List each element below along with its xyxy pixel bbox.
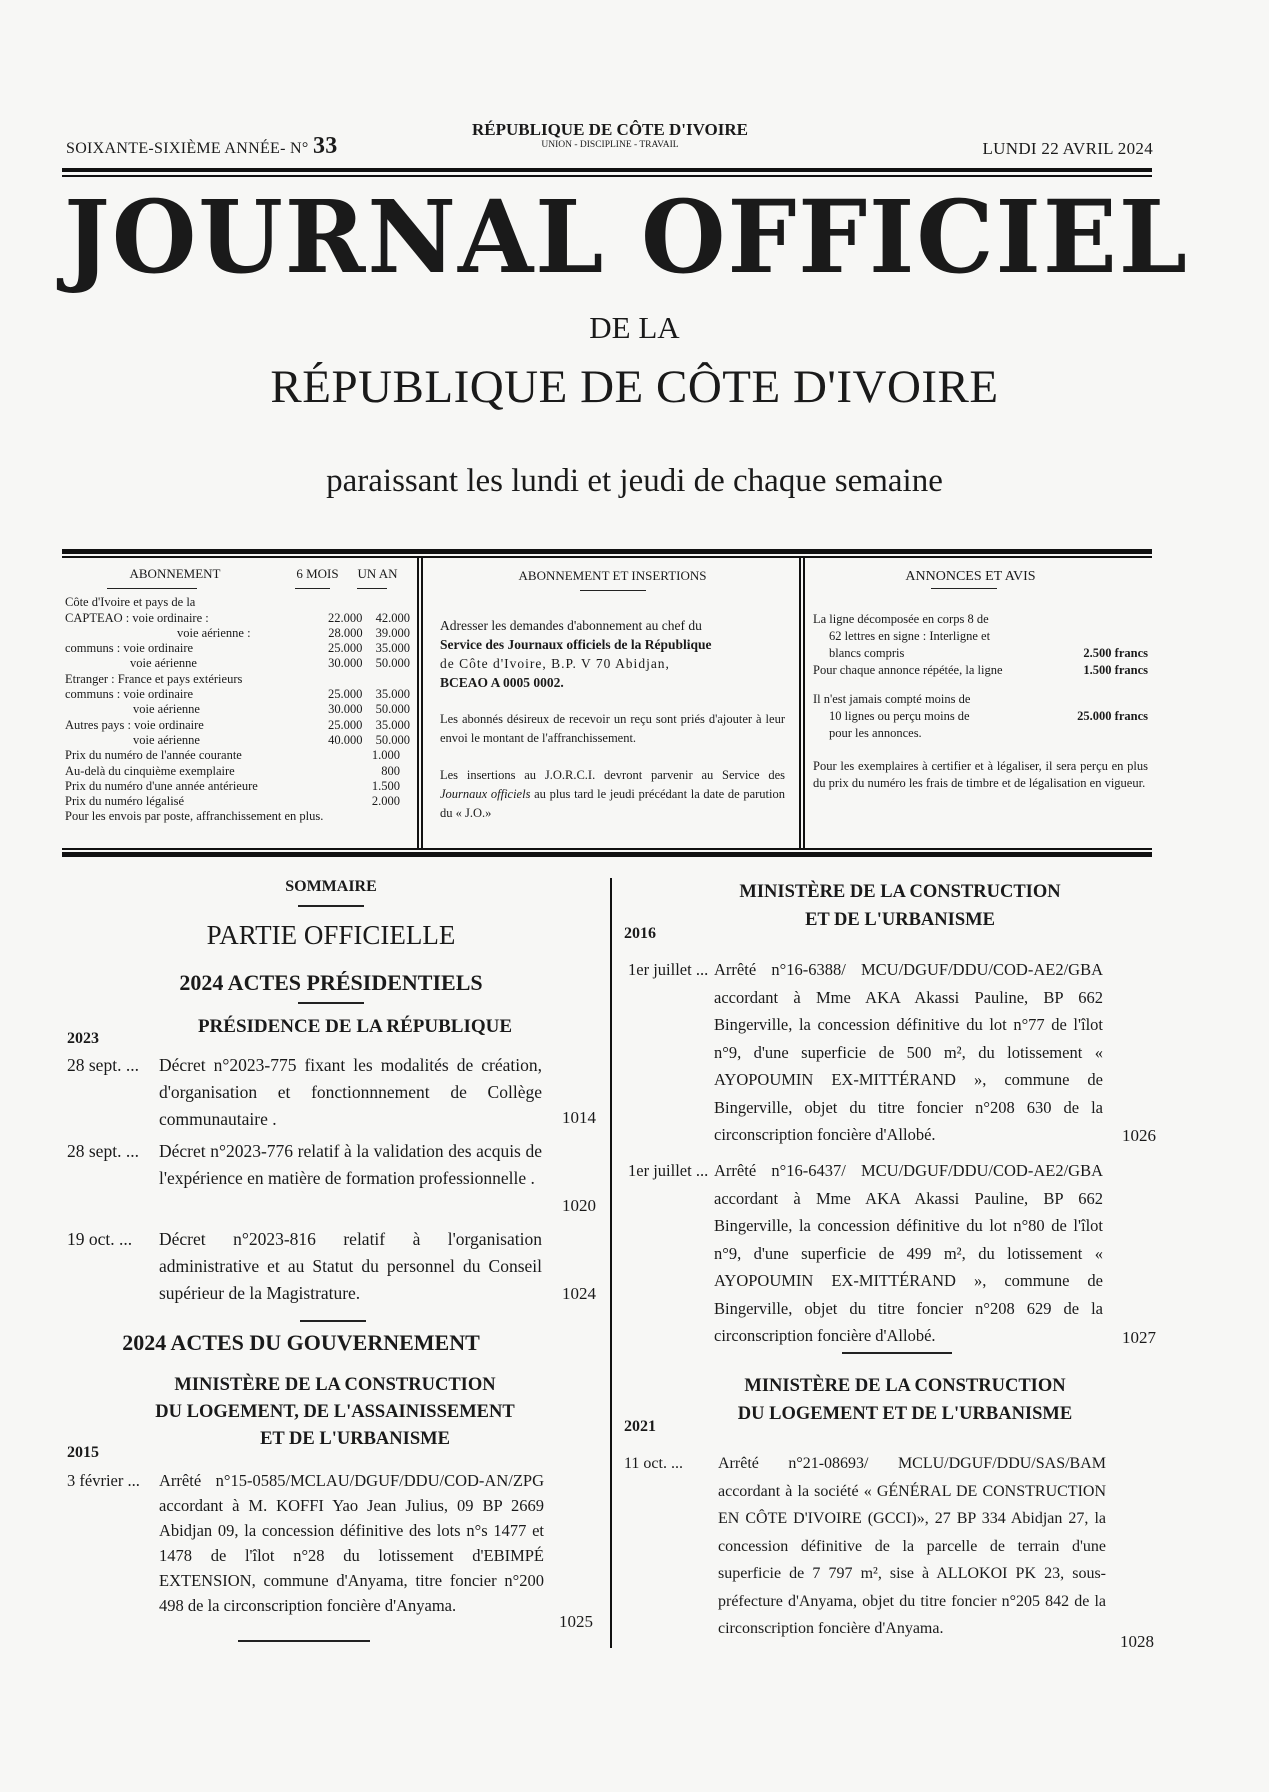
presidence: PRÉSIDENCE DE LA RÉPUBLIQUE bbox=[197, 1016, 513, 1037]
sommaire-head: SOMMAIRE bbox=[285, 878, 377, 895]
annonces-l3: blancs compris bbox=[829, 646, 905, 660]
ministere-1-c: ET DE L'URBANISME bbox=[260, 1429, 450, 1449]
prix-value: 1.000 bbox=[371, 748, 400, 763]
year-2021: 2021 bbox=[624, 1418, 656, 1435]
prix-label: Au-delà du cinquième exemplaire bbox=[65, 763, 235, 778]
entry-arrete-2021 bbox=[624, 1450, 1106, 1643]
abonnement-row-6mois: 25.000 bbox=[328, 641, 363, 656]
insertions-p3 bbox=[440, 766, 785, 823]
prix-label: Prix du numéro d'une année antérieure bbox=[65, 778, 258, 793]
annonces-l2: 62 lettres en signe : Interligne et bbox=[829, 629, 991, 643]
prix-row bbox=[65, 794, 400, 809]
annonces-l4: Pour chaque annonce répétée, la ligne bbox=[813, 663, 1003, 677]
issue-line bbox=[66, 133, 338, 160]
abonnement-row-label: voie aérienne bbox=[133, 732, 200, 747]
entry-date: 28 sept. ... bbox=[67, 1055, 139, 1075]
masthead-rule-thin bbox=[62, 175, 1152, 177]
prix-row bbox=[65, 764, 400, 779]
abonnement-row-unan: 42.000 bbox=[375, 610, 410, 625]
entry-date: 1er juillet ... bbox=[628, 960, 709, 979]
entry-date: 1er juillet ... bbox=[628, 1161, 709, 1180]
section-divider bbox=[842, 1352, 952, 1354]
abonnement-row-unan: 35.000 bbox=[375, 717, 410, 732]
abonnement-row-unan: 50.000 bbox=[375, 656, 410, 671]
ministere-2 bbox=[700, 878, 1100, 934]
entry-arrete-6388 bbox=[628, 956, 1103, 1149]
abonnement-row-6mois: 22.000 bbox=[328, 610, 363, 625]
page-number: 1020 bbox=[562, 1196, 596, 1215]
section-divider bbox=[300, 1320, 366, 1322]
column-divider bbox=[610, 878, 612, 1648]
entry-decret-816 bbox=[67, 1226, 542, 1307]
subtitle-de-la: DE LA bbox=[589, 310, 680, 345]
abonnement-prix bbox=[65, 748, 410, 809]
entry-text: Arrêté n°16-6388/ MCU/DGUF/DDU/COD-AE2/GBA accordant à Mme AKA Akassi Pauline, BP 662 Bingerville, la concession définitive du lot n°77 de l'îlot n°9, d'une superficie de 500 m², du lotissement « AYOPOUMIN EX-MITTÉRAND », commune de Bingerville, objet du titre foncier n°208 630 de la circonscription foncière d'Allobé. bbox=[714, 960, 1103, 1144]
year-2023: 2023 bbox=[67, 1030, 99, 1047]
head-underline bbox=[931, 588, 997, 589]
insertions-p1c: de Côte d'Ivoire, B.P. V 70 Abidjan, bbox=[440, 656, 670, 671]
insertions-p2: Les abonnés désireux de recevoir un reçu sont priés d'ajouter à leur envoi le montant de l'affranchissement. bbox=[440, 712, 785, 745]
abonnement-row-unan: 50.000 bbox=[375, 702, 410, 717]
ministere-3-b: DU LOGEMENT ET DE L'URBANISME bbox=[737, 1404, 1073, 1424]
republic-name: RÉPUBLIQUE DE CÔTE D'IVOIRE bbox=[472, 120, 748, 139]
abonnement-head: ABONNEMENT bbox=[129, 566, 221, 581]
abonnement-row bbox=[65, 733, 410, 748]
actes-gouvernement: 2024 ACTES DU GOUVERNEMENT bbox=[122, 1330, 480, 1355]
annonces-l7: pour les annonces. bbox=[829, 726, 922, 740]
abonnement-row bbox=[65, 718, 410, 733]
abonnement-row-label: Côte d'Ivoire et pays de la bbox=[65, 595, 196, 610]
entry-date: 19 oct. ... bbox=[67, 1229, 133, 1249]
insertions-p3em: Journaux officiels bbox=[440, 787, 531, 801]
annonces-head: ANNONCES ET AVIS bbox=[905, 569, 1036, 584]
abonnement-row-unan bbox=[362, 595, 410, 610]
issue-number: 33 bbox=[312, 133, 338, 159]
prix-value: 800 bbox=[381, 763, 400, 778]
abonnement-row-label: CAPTEAO : voie ordinaire : bbox=[65, 610, 209, 625]
abonnement-row bbox=[65, 702, 410, 717]
section-divider bbox=[238, 1640, 370, 1642]
issue-prefix: SOIXANTE-SIXIÈME ANNÉE- N° bbox=[66, 140, 309, 157]
head-underline bbox=[107, 588, 197, 589]
page-number: 1025 bbox=[559, 1612, 593, 1631]
abonnement-row bbox=[65, 626, 410, 641]
year-2015: 2015 bbox=[67, 1444, 99, 1461]
entry-text: Arrêté n°16-6437/ MCU/DGUF/DDU/COD-AE2/GBA accordant à Mme AKA Akassi Pauline, BP 662 Bingerville, la concession définitive du lot n°80 de l'îlot n°9, d'une superficie de 499 m², du lotissement « AYOPOUMIN EX-MITTÉRAND », commune de Bingerville, objet du titre foncier n°208 629 de la circonscription foncière d'Allobé. bbox=[714, 1161, 1103, 1345]
annonces-v6: 25.000 francs bbox=[1077, 709, 1148, 723]
abonnement-row-6mois bbox=[325, 595, 363, 610]
entry-text: Décret n°2023-775 fixant les modalités de création, d'organisation et fonctionnnement de Collège communautaire . bbox=[159, 1055, 542, 1129]
insertions-p3a: Les insertions au J.O.R.C.I. devront parvenir au Service des bbox=[440, 768, 785, 782]
insertions-head: ABONNEMENT ET INSERTIONS bbox=[518, 568, 707, 583]
head-underline bbox=[298, 905, 364, 907]
abonnement-row-6mois: 25.000 bbox=[328, 717, 363, 732]
abonnement-row-unan: 35.000 bbox=[375, 641, 410, 656]
tagline: paraissant les lundi et jeudi de chaque semaine bbox=[326, 463, 943, 499]
abonnement-row-unan: 50.000 bbox=[375, 732, 410, 747]
annonces-p: Pour les exemplaires à certifier et à légaliser, il sera perçu en plus du prix du numéro les frais de timbre et de légalisation en vigueur. bbox=[813, 759, 1148, 790]
abonnement-row-6mois bbox=[325, 672, 363, 687]
abonnement-row bbox=[65, 611, 410, 626]
head-underline bbox=[357, 588, 387, 589]
box-divider-2a bbox=[799, 557, 801, 848]
journal-title: JOURNAL OFFICIEL bbox=[64, 178, 1189, 296]
abonnement-row-6mois: 28.000 bbox=[328, 625, 363, 640]
insertions-p1b: Service des Journaux officiels de la République bbox=[440, 637, 712, 652]
insertions-panel bbox=[440, 566, 785, 823]
abonnement-row-6mois: 25.000 bbox=[328, 687, 363, 702]
abonnement-row-label: Etranger : France et pays extérieurs bbox=[65, 671, 243, 686]
entry-text: Décret n°2023-816 relatif à l'organisation administrative et au Statut du personnel du Conseil supérieur de la Magistrature. bbox=[159, 1229, 542, 1303]
abonnement-row-unan bbox=[362, 672, 410, 687]
ministere-2-b: ET DE L'URBANISME bbox=[805, 910, 995, 930]
entry-text: Décret n°2023-776 relatif à la validation des acquis de l'expérience en matière de formation professionnelle . bbox=[159, 1141, 542, 1188]
entry-arrete-2015 bbox=[67, 1468, 544, 1618]
abonnement-row-unan: 39.000 bbox=[375, 625, 410, 640]
annonces-l1: La ligne décomposée en corps 8 de bbox=[813, 612, 989, 626]
republic-motto: UNION - DISCIPLINE - TRAVAIL bbox=[541, 140, 679, 150]
ministere-1-b: DU LOGEMENT, DE L'ASSAINISSEMENT bbox=[155, 1402, 515, 1422]
abonnement-row-label: voie aérienne bbox=[133, 702, 200, 717]
page-number: 1028 bbox=[1120, 1632, 1154, 1651]
abonnement-row bbox=[65, 641, 410, 656]
box-rule-top bbox=[62, 549, 1152, 554]
abonnement-row-label: Autres pays : voie ordinaire bbox=[65, 717, 204, 732]
head-underline bbox=[580, 590, 646, 591]
abonnement-row bbox=[65, 687, 410, 702]
abonnement-col-6mois: 6 MOIS bbox=[296, 566, 339, 581]
partie-officielle: PARTIE OFFICIELLE bbox=[206, 920, 456, 950]
ministere-1 bbox=[100, 1372, 570, 1453]
ministere-2-a: MINISTÈRE DE LA CONSTRUCTION bbox=[739, 882, 1061, 902]
abonnement-col-unan: UN AN bbox=[357, 566, 398, 581]
republic-block bbox=[430, 120, 790, 150]
year-2016: 2016 bbox=[624, 925, 656, 942]
annonces-panel bbox=[813, 568, 1148, 792]
entry-date: 11 oct. ... bbox=[624, 1455, 683, 1472]
head-underline bbox=[295, 588, 330, 589]
box-divider-1b bbox=[421, 557, 423, 848]
annonces-v4: 1.500 francs bbox=[1083, 663, 1148, 677]
abonnement-row-label: voie aérienne bbox=[130, 656, 197, 671]
subtitle-republic: RÉPUBLIQUE DE CÔTE D'IVOIRE bbox=[270, 361, 999, 413]
abonnement-row-6mois: 30.000 bbox=[328, 702, 363, 717]
actes-presidentiels: 2024 ACTES PRÉSIDENTIELS bbox=[179, 970, 483, 995]
prix-value: 2.000 bbox=[371, 794, 400, 809]
masthead-rule-top bbox=[62, 168, 1152, 172]
abonnement-row-unan: 35.000 bbox=[375, 687, 410, 702]
ministere-3 bbox=[700, 1372, 1110, 1428]
prix-value: 1.500 bbox=[371, 778, 400, 793]
abonnement-note: Pour les envois par poste, affranchissement en plus. bbox=[65, 809, 324, 824]
entry-text: Arrêté n°21-08693/ MCLU/DGUF/DDU/SAS/BAM accordant à la société « GÉNÉRAL DE CONSTRUCTION EN CÔTE D'IVOIRE (GCCI)», 27 BP 334 Abidjan 27, la concession définitive de la parcelle de terrain d'une superficie de 7 797 m², sise à ALLOKOI PK 23, sous-préfecture d'Anyama, objet du titre foncier n°205 842 de la circonscription foncière d'Anyama. bbox=[718, 1455, 1106, 1637]
entry-decret-776 bbox=[67, 1138, 542, 1192]
annonces-l6: 10 lignes ou perçu moins de bbox=[829, 709, 970, 723]
box-divider-2b bbox=[803, 557, 805, 848]
prix-row bbox=[65, 748, 400, 763]
insertions-p1a: Adresser les demandes d'abonnement au chef du bbox=[440, 618, 702, 633]
box-rule-top-thin bbox=[62, 556, 1152, 558]
abonnement-row-6mois: 40.000 bbox=[328, 732, 363, 747]
page-number: 1014 bbox=[562, 1108, 596, 1127]
abonnement-row-6mois: 30.000 bbox=[328, 656, 363, 671]
abonnement-row bbox=[65, 656, 410, 671]
abonnement-row-label: communs : voie ordinaire bbox=[65, 641, 194, 656]
box-rule-bottom bbox=[62, 852, 1152, 857]
abonnement-panel bbox=[65, 566, 410, 825]
abonnement-rows bbox=[65, 595, 410, 748]
head-underline bbox=[298, 1002, 364, 1004]
box-rule-bottom-thin bbox=[62, 848, 1152, 850]
insertions-p3b: au plus tard le jeudi précédant la date de parution du « J.O.» bbox=[440, 787, 786, 820]
box-divider-1a bbox=[417, 557, 419, 848]
entry-arrete-6437 bbox=[628, 1157, 1103, 1350]
annonces-l5: Il n'est jamais compté moins de bbox=[813, 692, 971, 706]
prix-label: Prix du numéro légalisé bbox=[65, 794, 185, 809]
prix-row bbox=[65, 779, 400, 794]
entry-date: 3 février ... bbox=[67, 1471, 140, 1490]
page-number: 1026 bbox=[1122, 1126, 1156, 1145]
entry-date: 28 sept. ... bbox=[67, 1141, 139, 1161]
page-number: 1027 bbox=[1122, 1328, 1156, 1347]
entry-decret-775 bbox=[67, 1052, 542, 1133]
ministere-1-a: MINISTÈRE DE LA CONSTRUCTION bbox=[174, 1375, 496, 1395]
page-number: 1024 bbox=[562, 1284, 596, 1303]
insertions-p1d: BCEAO A 0005 0002. bbox=[440, 675, 564, 690]
abonnement-row-label: voie aérienne : bbox=[177, 625, 251, 640]
abonnement-row-label: communs : voie ordinaire bbox=[65, 687, 194, 702]
annonces-v3: 2.500 francs bbox=[1083, 646, 1148, 660]
ministere-3-a: MINISTÈRE DE LA CONSTRUCTION bbox=[744, 1376, 1066, 1396]
prix-label: Prix du numéro de l'année courante bbox=[65, 748, 242, 763]
abonnement-row bbox=[65, 672, 410, 687]
abonnement-row bbox=[65, 595, 410, 610]
entry-text: Arrêté n°15-0585/MCLAU/DGUF/DDU/COD-AN/ZPG accordant à M. KOFFI Yao Jean Julius, 09 BP 2669 Abidjan 09, la concession définitive des lots n°s 1477 et 1478 de l'îlot n°28 du lotissement d'EBIMPÉ EXTENSION, commune d'Anyama, titre foncier n°200 498 de la circonscription foncière d'Anyama. bbox=[159, 1471, 544, 1615]
issue-date: LUNDI 22 AVRIL 2024 bbox=[982, 139, 1153, 158]
